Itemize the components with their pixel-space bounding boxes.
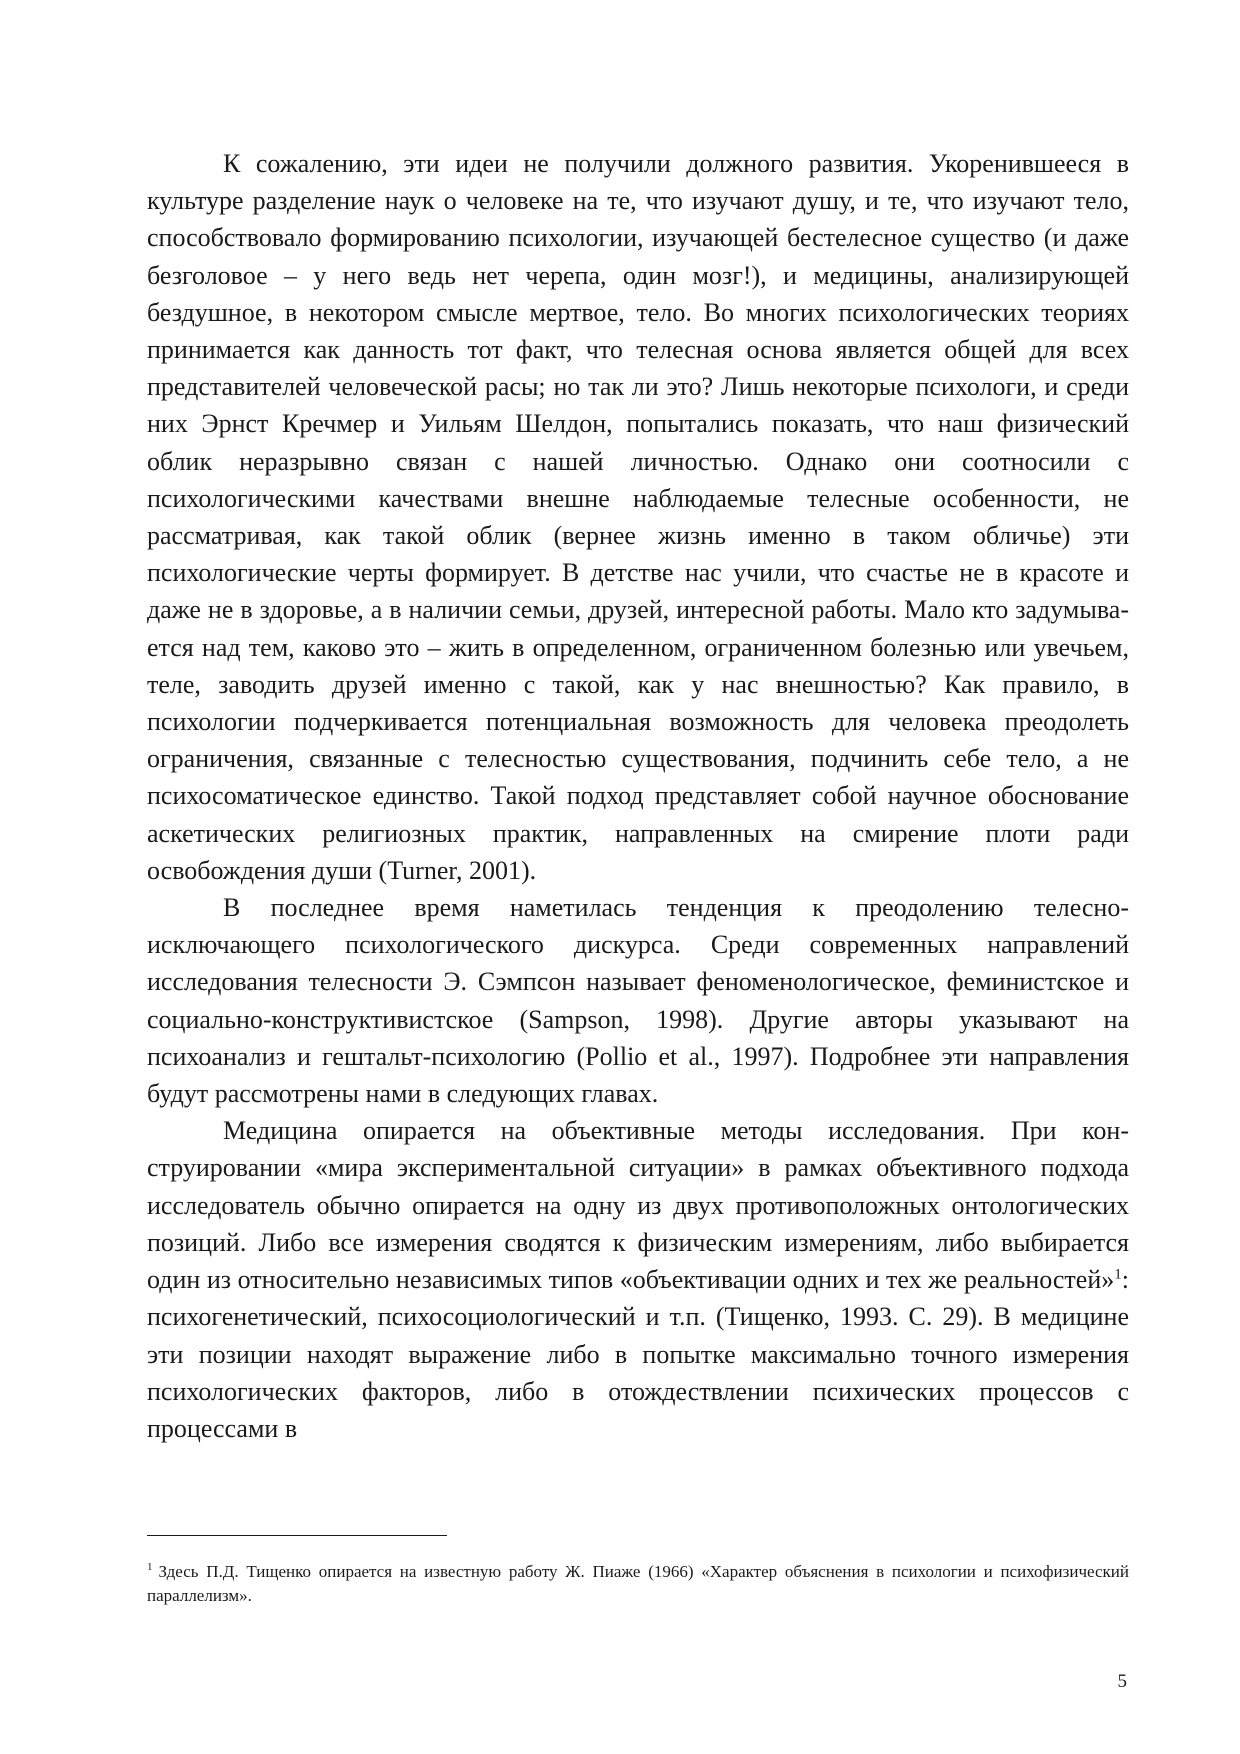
paragraph-3-text-before-ref: Медицина опирается на объективные методы исследования. При конструировании «мира экспериментальной ситуации» в рамках объективного подхода исследователь обычно опирается на одну из двух противоположных онтологических позиций. Либо все измерения сводятся к физическим измерениям, либо выбирается один из относительно независимых типов «объективации одних и тех же реальностей» <box>147 1116 1129 1295</box>
paragraph-2: В последнее время наметилась тенденция к преодолению телесно-исключающего психологического дискурса. Среди современных направлений исследования телесности Э. Сэмпсон называет феноменологическое, феминистское и социально-конструктивистское (Sampson, 1998). Другие авторы указывают на психоанализ и гештальт-психологию (Pollio et al., 1997). Подробнее эти направления будут рассмотрены нами в следующих главах. <box>147 893 1129 1109</box>
paragraph-3-text-after-ref: : психогенетический, психосоциологический и т.п. (Тищенко, 1993. С. 29). В медицине эти позиции находят выражение либо в попытке максимально точного измерения психологических факторов, либо в отождествлении психических процессов с процессами в <box>147 1265 1129 1443</box>
page-number: 5 <box>1117 1671 1127 1692</box>
paragraph-3 <box>147 1112 1129 1447</box>
footnote-reference[interactable]: 1 <box>1114 1266 1122 1283</box>
footnote <box>147 1560 1129 1608</box>
footnote-number: 1 <box>147 1561 153 1574</box>
body-text <box>147 145 1129 1447</box>
footnote-text: Здесь П.Д. Тищенко опирается на известную работу Ж. Пиаже (1966) «Характер объяснения в психологии и психофизический параллелизм». <box>147 1562 1129 1605</box>
footnote-separator <box>147 1535 447 1536</box>
paragraph-1: К сожалению, эти идеи не получили должного развития. Укоренившееся в культуре разделение наук о человеке на те, что изучают душу, и те, что изучают тело, способствовало формированию психологии, изучающей бестелесное существо (и даже безголовое – у него ведь нет черепа, один мозг!), и медицины, анализирующей бездушное, в некотором смысле мертвое, тело. Во многих психологических теориях принимается как данность тот факт, что телесная основа является общей для всех представителей человеческой расы; но так ли это? Лишь некоторые психологи, и среди них Эрнст Кречмер и Уильям Шелдон, попытались показать, что наш физический облик неразрывно связан с нашей личностью. Однако они соотносили с психологическими качествами внешне наблюдаемые телесные особенности, не рассматривая, как такой облик (вернее жизнь именно в таком обличье) эти психологические черты формирует. В детстве нас учили, что счастье не в красоте и даже не в здоровье, а в наличии семьи, друзей, интересной работы. Мало кто задумывается над тем, каково это – жить в определенном, ограниченном болезнью или увечьем, теле, заводить друзей именно с такой, как у нас внешностью? Как правило, в психологии подчеркивается потенциальная возможность для человека преодолеть ограничения, связанные с телесностью существования, подчинить себе тело, а не психосоматическое единство. Такой подход представляет собой научное обоснование аскетических религиозных практик, направленных на смирение плоти ради освобождения души (Turner, 2001). <box>147 149 1129 885</box>
